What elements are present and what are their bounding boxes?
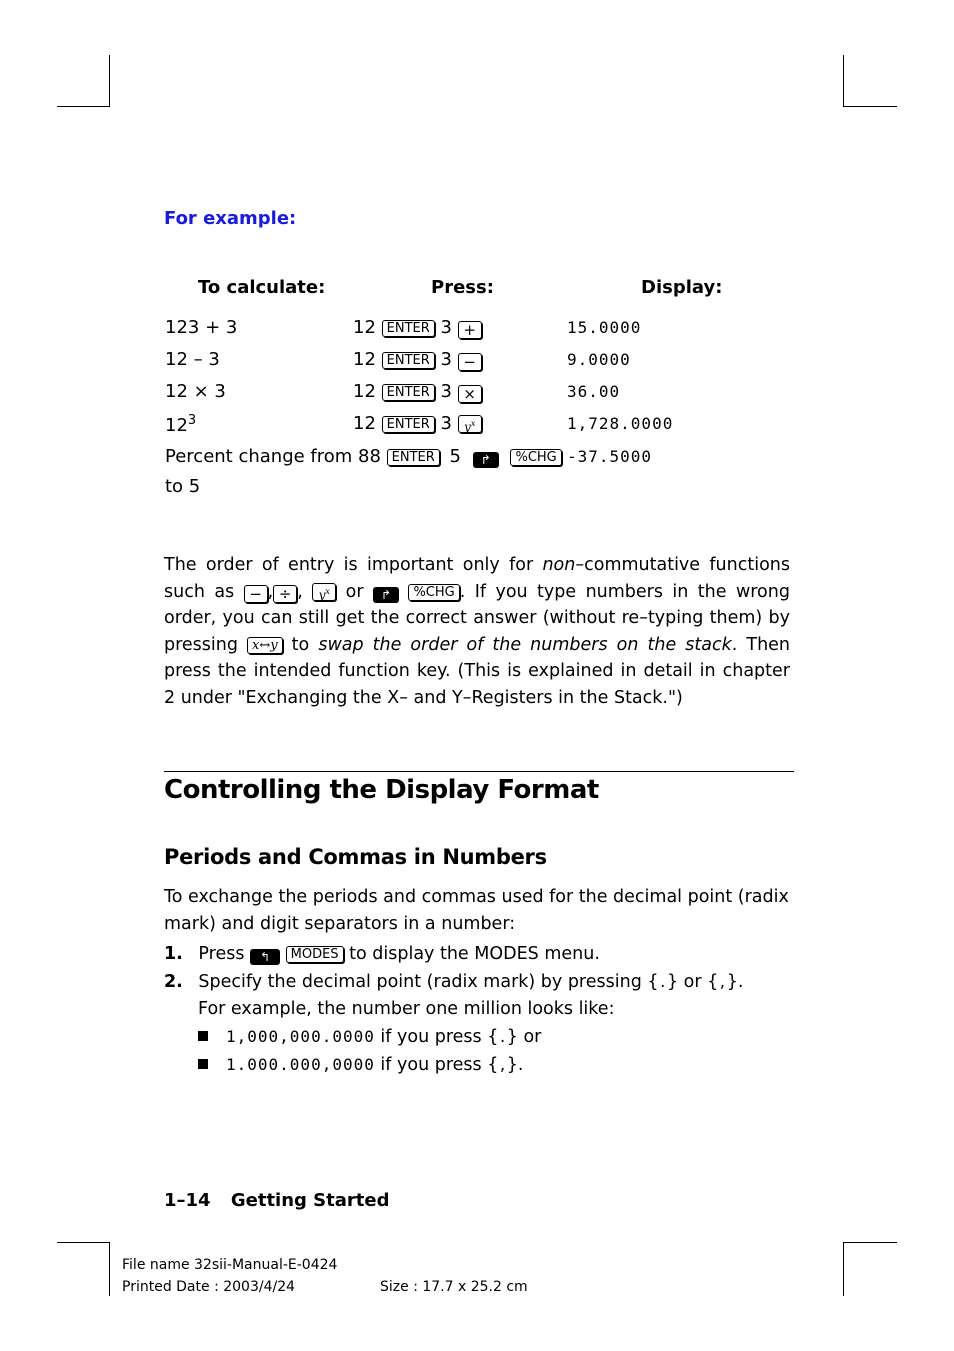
header-display: Display: bbox=[641, 277, 723, 298]
intro-paragraph: To exchange the periods and commas used for the decimal point (radix mark) and digit separators in a number: bbox=[164, 887, 789, 934]
press-number: 3 bbox=[440, 381, 452, 402]
period-softkey: . bbox=[658, 975, 667, 991]
display-value: 9.0000 bbox=[567, 350, 631, 369]
step-text: to display the MODES menu. bbox=[349, 944, 600, 964]
press-number: 5 bbox=[449, 446, 461, 467]
comma-softkey: , bbox=[498, 1058, 507, 1074]
table-row bbox=[165, 349, 220, 370]
enter-key: ENTER bbox=[382, 416, 435, 433]
section-title: Controlling the Display Format bbox=[164, 775, 599, 805]
crop-mark-bottom-left-v bbox=[109, 1242, 110, 1296]
display-value: 1,728.0000 bbox=[567, 414, 674, 433]
display-value: 15.0000 bbox=[567, 318, 642, 337]
table-row bbox=[165, 317, 237, 338]
power-key: $y^x$ bbox=[458, 415, 482, 433]
press-number: 3 bbox=[440, 349, 452, 370]
display-value: 36.00 bbox=[567, 382, 621, 401]
crop-mark-top-left-h bbox=[57, 106, 110, 107]
percent-change-row bbox=[165, 446, 562, 468]
step-text: } or { bbox=[666, 972, 719, 992]
bullet-text: }. bbox=[506, 1055, 524, 1075]
plus-key: + bbox=[458, 321, 482, 339]
crop-mark-top-right-v bbox=[843, 55, 844, 107]
step-number: 2. bbox=[164, 972, 183, 992]
crop-mark-bottom-right-h bbox=[843, 1242, 897, 1243]
calc-base: 12 bbox=[165, 415, 188, 436]
printed-date: Printed Date : 2003/4/24 bbox=[122, 1279, 296, 1295]
lcd-number: 1.000.000,0000 bbox=[226, 1055, 375, 1074]
press-number: 12 bbox=[353, 413, 376, 434]
step-1 bbox=[164, 941, 790, 968]
enter-key: ENTER bbox=[382, 352, 435, 369]
page-size: Size : 17.7 x 25.2 cm bbox=[380, 1279, 528, 1295]
display-value: -37.5000 bbox=[567, 447, 653, 466]
bullet-item bbox=[198, 1052, 523, 1080]
table-row bbox=[165, 381, 226, 402]
shift-key-icon: ↱ bbox=[373, 587, 399, 603]
shift-key-icon: ↱ bbox=[473, 452, 499, 468]
crop-mark-bottom-left-h bbox=[57, 1242, 110, 1243]
step-2 bbox=[164, 969, 790, 997]
bullet-text: if you press { bbox=[374, 1027, 499, 1047]
enter-key: ENTER bbox=[387, 449, 440, 466]
para-text: . Then press the intended function key. (This is explained in detail in chapter 2 under "Exchanging the X– and Y–Registers in the Stack.") bbox=[164, 634, 791, 708]
minus-key: − bbox=[244, 585, 268, 603]
para-emphasis: swap the order of the numbers on the stack bbox=[318, 634, 732, 655]
square-bullet-icon bbox=[198, 1059, 208, 1069]
press-number: 12 bbox=[353, 349, 376, 370]
press-sequence bbox=[353, 381, 482, 403]
calc-expression-line2: to 5 bbox=[165, 476, 201, 497]
para-text: The order of entry is important only for bbox=[164, 555, 543, 575]
enter-key: ENTER bbox=[382, 384, 435, 401]
para-text: . If you type numbers in the wrong order, you can still get the correct answer (without re–typing them) by pressing bbox=[164, 581, 790, 655]
header-press: Press: bbox=[431, 277, 494, 298]
left-shift-key-icon: ↰ bbox=[250, 949, 280, 965]
page-footer bbox=[164, 1190, 389, 1211]
press-number: 12 bbox=[353, 317, 376, 338]
press-sequence bbox=[353, 317, 482, 339]
bullet-text: if you press { bbox=[374, 1055, 499, 1075]
bullet-item bbox=[198, 1024, 541, 1052]
percent-change-key: %CHG bbox=[408, 584, 459, 601]
divide-key: ÷ bbox=[273, 585, 297, 603]
calc-expression: 12 × 3 bbox=[165, 381, 226, 402]
percent-change-key: %CHG bbox=[510, 449, 561, 466]
step-text: Specify the decimal point (radix mark) by pressing { bbox=[198, 972, 659, 992]
order-paragraph: The order of entry is important only for non–commutative functions such as − , ÷ , $y^x$ or ↱ %CHG . If you type numbers in the wrong order, you can still get the correct answer (without re–typing them) by pressing x↔y to swap the order of the numbers on the stack. Then press the intended function key. (This is explained in detail in chapter 2 under "Exchanging the X– and Y–Registers in the Stack.") bbox=[164, 555, 791, 708]
power-key: $y^x$ bbox=[312, 583, 336, 601]
step-2-line2: For example, the number one million looks like: bbox=[198, 999, 615, 1019]
press-number: 3 bbox=[440, 413, 452, 434]
comma-softkey: , bbox=[718, 975, 727, 991]
step-text: }. bbox=[726, 972, 744, 992]
step-number: 1. bbox=[164, 944, 183, 964]
calc-exponent: 3 bbox=[187, 413, 197, 428]
example-label: For example: bbox=[164, 208, 297, 229]
table-row bbox=[165, 413, 196, 436]
press-number: 12 bbox=[353, 381, 376, 402]
calc-expression: 12 – 3 bbox=[165, 349, 220, 370]
subsection-title: Periods and Commas in Numbers bbox=[164, 845, 547, 869]
lcd-number: 1,000,000.0000 bbox=[226, 1027, 375, 1046]
header-to-calculate: To calculate: bbox=[198, 277, 326, 298]
press-sequence bbox=[353, 349, 482, 371]
crop-mark-top-right-h bbox=[843, 106, 897, 107]
crop-mark-bottom-right-v bbox=[843, 1242, 844, 1296]
file-name: File name 32sii-Manual-E-0424 bbox=[122, 1257, 338, 1273]
minus-key: − bbox=[458, 353, 482, 371]
para-text: –commutative functions such as bbox=[164, 555, 790, 602]
crop-mark-top-left-v bbox=[109, 55, 110, 107]
press-number: 3 bbox=[440, 317, 452, 338]
section-rule bbox=[164, 771, 794, 772]
calc-expression: 123 + 3 bbox=[165, 317, 238, 338]
bullet-text: } or bbox=[506, 1027, 542, 1047]
press-sequence bbox=[353, 413, 482, 434]
calc-expression: Percent change from 88 bbox=[165, 446, 381, 467]
page-number: 1–14 bbox=[164, 1190, 211, 1211]
period-softkey: . bbox=[498, 1030, 507, 1046]
square-bullet-icon bbox=[198, 1031, 208, 1041]
modes-key: MODES bbox=[286, 946, 344, 963]
para-text: to bbox=[282, 634, 319, 655]
para-emphasis: non bbox=[542, 555, 576, 575]
multiply-key: × bbox=[458, 385, 482, 403]
swap-key: x↔y bbox=[247, 637, 283, 654]
step-text: Press bbox=[198, 944, 245, 964]
chapter-name: Getting Started bbox=[230, 1190, 390, 1211]
enter-key: ENTER bbox=[382, 320, 435, 337]
para-text: or bbox=[345, 581, 364, 602]
